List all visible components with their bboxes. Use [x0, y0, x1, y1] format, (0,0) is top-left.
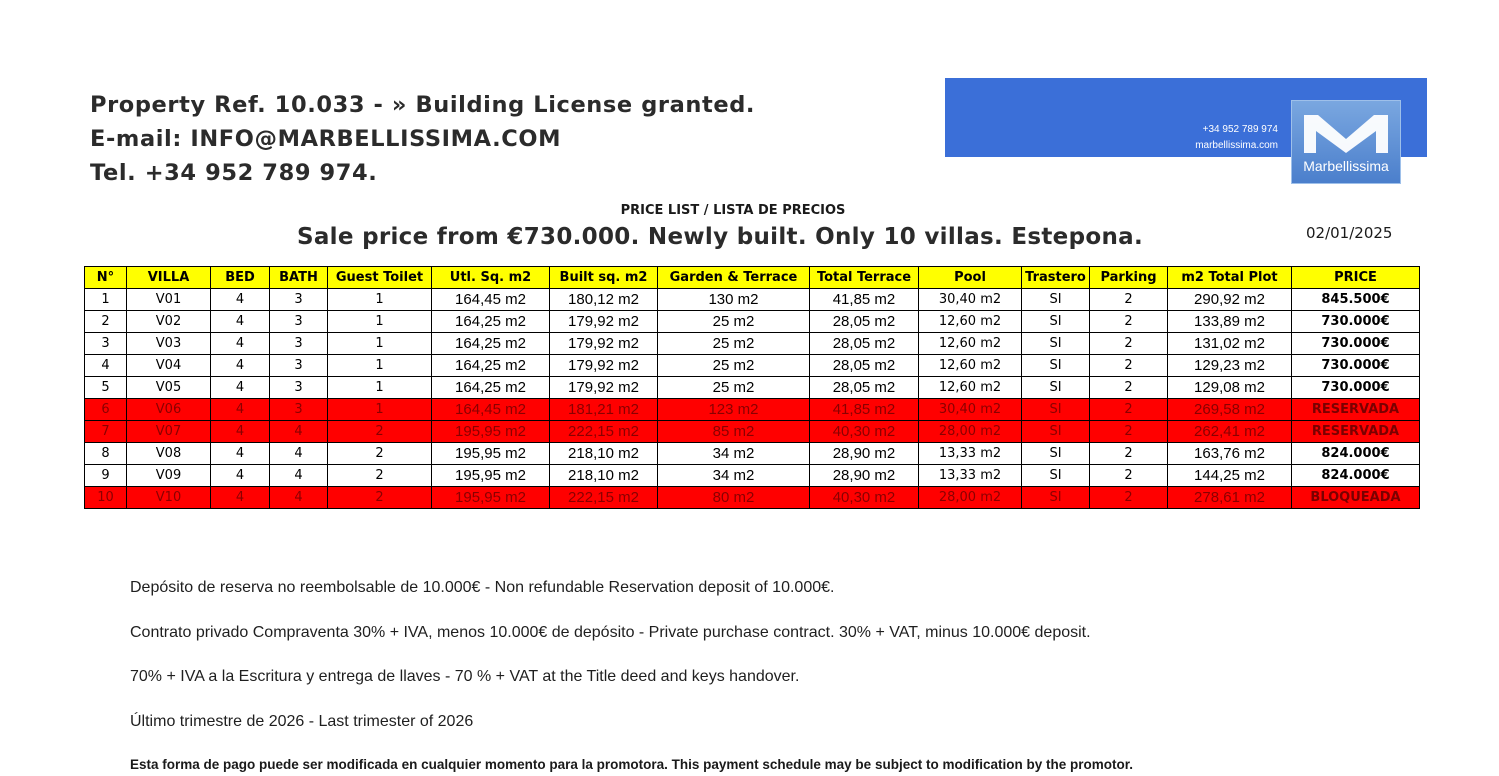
table-cell: 130 m2	[658, 289, 810, 311]
sale-heading: Sale price from €730.000. Newly built. Only 10 villas. Estepona.	[297, 224, 1143, 250]
column-header: Trastero	[1022, 267, 1090, 289]
table-cell: SI	[1022, 465, 1090, 487]
table-row	[85, 399, 1420, 421]
table-cell: 13,33 m2	[919, 465, 1022, 487]
table-cell: SI	[1022, 421, 1090, 443]
table-cell: 164,25 m2	[432, 311, 550, 333]
column-header: Pool	[919, 267, 1022, 289]
table-cell: V05	[127, 377, 211, 399]
table-cell: 195,95 m2	[432, 487, 550, 509]
property-header	[90, 88, 755, 190]
table-cell: 730.000€	[1292, 333, 1420, 355]
table-cell: 1	[328, 289, 432, 311]
table-row	[85, 443, 1420, 465]
table-cell: 179,92 m2	[550, 355, 658, 377]
table-cell: 12,60 m2	[919, 333, 1022, 355]
table-row	[85, 333, 1420, 355]
table-cell: 34 m2	[658, 443, 810, 465]
table-cell: 195,95 m2	[432, 443, 550, 465]
table-cell: 12,60 m2	[919, 355, 1022, 377]
column-header: VILLA	[127, 267, 211, 289]
logo-text: Marbellissima	[1303, 158, 1389, 174]
table-cell: 164,25 m2	[432, 333, 550, 355]
table-cell: 3	[270, 333, 328, 355]
table-cell: V01	[127, 289, 211, 311]
table-cell: V09	[127, 465, 211, 487]
table-cell: 4	[211, 443, 270, 465]
table-cell: V10	[127, 487, 211, 509]
table-cell: 2	[1090, 377, 1168, 399]
table-cell: V02	[127, 311, 211, 333]
table-cell: 4	[211, 421, 270, 443]
table-cell: 730.000€	[1292, 355, 1420, 377]
price-list-heading: PRICE LIST / LISTA DE PRECIOS	[620, 203, 846, 218]
table-cell: 4	[211, 289, 270, 311]
table-cell: 845.500€	[1292, 289, 1420, 311]
table-cell: 2	[1090, 487, 1168, 509]
column-header: m2 Total Plot	[1168, 267, 1292, 289]
table-cell: 278,61 m2	[1168, 487, 1292, 509]
table-cell: SI	[1022, 289, 1090, 311]
table-cell: 1	[85, 289, 127, 311]
payment-notes	[130, 578, 1091, 756]
column-header: Utl. Sq. m2	[432, 267, 550, 289]
table-cell: 13,33 m2	[919, 443, 1022, 465]
table-row	[85, 355, 1420, 377]
table-header-row	[85, 267, 1420, 289]
email-line: E-mail: INFO@MARBELLISSIMA.COM	[90, 126, 562, 152]
table-cell: 730.000€	[1292, 377, 1420, 399]
column-header: N°	[85, 267, 127, 289]
table-row	[85, 487, 1420, 509]
brand-phone: +34 952 789 974	[1202, 124, 1278, 135]
column-header: Garden & Terrace	[658, 267, 810, 289]
footer-disclaimer: Esta forma de pago puede ser modificada en cualquier momento para la promotora. This payment schedule may be subject to modification by the promotor.	[130, 757, 1133, 772]
table-cell: 40,30 m2	[810, 421, 919, 443]
table-cell: 1	[328, 311, 432, 333]
table-cell: 1	[328, 399, 432, 421]
table-cell: V03	[127, 333, 211, 355]
brand-website: marbellissima.com	[1195, 140, 1278, 151]
table-cell: 7	[85, 421, 127, 443]
property-ref-line: Property Ref. 10.033 - » Building License granted.	[90, 92, 756, 118]
table-cell: 4	[211, 399, 270, 421]
note-deed: 70% + IVA a la Escritura y entrega de llaves - 70 % + VAT at the Title deed and keys handover.	[130, 668, 800, 685]
table-cell: 3	[270, 399, 328, 421]
table-cell: 25 m2	[658, 377, 810, 399]
table-cell: 2	[328, 443, 432, 465]
table-cell: 222,15 m2	[550, 421, 658, 443]
table-cell: SI	[1022, 487, 1090, 509]
table-cell: 6	[85, 399, 127, 421]
table-cell: 218,10 m2	[550, 465, 658, 487]
table-cell: SI	[1022, 333, 1090, 355]
marbellissima-logo	[1291, 100, 1401, 184]
table-row	[85, 289, 1420, 311]
table-cell: 4	[270, 421, 328, 443]
table-cell: 164,45 m2	[432, 399, 550, 421]
table-cell: 3	[85, 333, 127, 355]
table-cell: 41,85 m2	[810, 399, 919, 421]
table-cell: SI	[1022, 377, 1090, 399]
table-cell: 28,90 m2	[810, 465, 919, 487]
table-cell: 144,25 m2	[1168, 465, 1292, 487]
table-cell: 8	[85, 443, 127, 465]
table-cell: 28,05 m2	[810, 355, 919, 377]
table-cell: 2	[1090, 311, 1168, 333]
table-cell: 12,60 m2	[919, 311, 1022, 333]
table-cell: 2	[1090, 421, 1168, 443]
table-cell: 129,23 m2	[1168, 355, 1292, 377]
table-cell: 4	[211, 487, 270, 509]
table-cell: 824.000€	[1292, 443, 1420, 465]
table-cell: 4	[211, 311, 270, 333]
table-cell: 2	[1090, 443, 1168, 465]
table-cell: 28,05 m2	[810, 311, 919, 333]
table-cell: 180,12 m2	[550, 289, 658, 311]
table-cell: V08	[127, 443, 211, 465]
table-cell: 28,00 m2	[919, 421, 1022, 443]
table-cell: 181,21 m2	[550, 399, 658, 421]
table-cell: 3	[270, 311, 328, 333]
table-cell: BLOQUEADA	[1292, 487, 1420, 509]
column-header: Parking	[1090, 267, 1168, 289]
table-cell: 9	[85, 465, 127, 487]
phone-line: Tel. +34 952 789 974.	[90, 160, 378, 186]
table-cell: 40,30 m2	[810, 487, 919, 509]
document-date: 02/01/2025	[1306, 224, 1393, 242]
table-cell: 3	[270, 355, 328, 377]
table-cell: 179,92 m2	[550, 333, 658, 355]
table-cell: 123 m2	[658, 399, 810, 421]
table-cell: 2	[1090, 465, 1168, 487]
table-cell: 2	[1090, 399, 1168, 421]
table-cell: 5	[85, 377, 127, 399]
column-header: Guest Toilet	[328, 267, 432, 289]
table-cell: V07	[127, 421, 211, 443]
table-cell: SI	[1022, 399, 1090, 421]
table-cell: 133,89 m2	[1168, 311, 1292, 333]
table-row	[85, 465, 1420, 487]
table-cell: 30,40 m2	[919, 289, 1022, 311]
table-cell: 164,25 m2	[432, 377, 550, 399]
table-cell: 28,00 m2	[919, 487, 1022, 509]
note-delivery: Último trimestre de 2026 - Last trimester of 2026	[130, 712, 474, 730]
table-cell: 34 m2	[658, 465, 810, 487]
table-cell: 4	[85, 355, 127, 377]
table-row	[85, 421, 1420, 443]
table-cell: 80 m2	[658, 487, 810, 509]
table-cell: 85 m2	[658, 421, 810, 443]
table-cell: 218,10 m2	[550, 443, 658, 465]
table-cell: 10	[85, 487, 127, 509]
table-cell: 1	[328, 355, 432, 377]
table-cell: 195,95 m2	[432, 465, 550, 487]
table-cell: 290,92 m2	[1168, 289, 1292, 311]
table-cell: 163,76 m2	[1168, 443, 1292, 465]
table-cell: 269,58 m2	[1168, 399, 1292, 421]
m-logo-icon	[1300, 111, 1392, 155]
table-cell: 28,90 m2	[810, 443, 919, 465]
table-cell: 25 m2	[658, 333, 810, 355]
column-header: Built sq. m2	[550, 267, 658, 289]
table-cell: 2	[1090, 333, 1168, 355]
table-cell: 2	[328, 421, 432, 443]
table-cell: 2	[328, 487, 432, 509]
table-cell: 129,08 m2	[1168, 377, 1292, 399]
table-row	[85, 311, 1420, 333]
note-deposit: Depósito de reserva no reembolsable de 10.000€ - Non refundable Reservation deposit of 10.000€.	[130, 579, 835, 596]
table-cell: SI	[1022, 443, 1090, 465]
table-cell: 30,40 m2	[919, 399, 1022, 421]
table-cell: V04	[127, 355, 211, 377]
table-cell: RESERVADA	[1292, 399, 1420, 421]
table-cell: 730.000€	[1292, 311, 1420, 333]
table-cell: 28,05 m2	[810, 377, 919, 399]
table-cell: SI	[1022, 355, 1090, 377]
table-cell: 25 m2	[658, 355, 810, 377]
table-cell: V06	[127, 399, 211, 421]
column-header: BATH	[270, 267, 328, 289]
table-cell: 28,05 m2	[810, 333, 919, 355]
table-cell: 824.000€	[1292, 465, 1420, 487]
table-cell: 164,45 m2	[432, 289, 550, 311]
table-cell: 4	[270, 487, 328, 509]
price-table	[84, 266, 1420, 509]
table-cell: 4	[211, 333, 270, 355]
table-cell: 12,60 m2	[919, 377, 1022, 399]
table-cell: 195,95 m2	[432, 421, 550, 443]
table-cell: 25 m2	[658, 311, 810, 333]
table-cell: 222,15 m2	[550, 487, 658, 509]
table-cell: 4	[211, 377, 270, 399]
table-cell: 131,02 m2	[1168, 333, 1292, 355]
table-cell: 1	[328, 377, 432, 399]
table-cell: 3	[270, 289, 328, 311]
column-header: PRICE	[1292, 267, 1420, 289]
table-cell: 4	[211, 465, 270, 487]
table-cell: 2	[1090, 289, 1168, 311]
table-cell: 164,25 m2	[432, 355, 550, 377]
table-cell: 2	[1090, 355, 1168, 377]
column-header: BED	[211, 267, 270, 289]
brand-contact	[1150, 122, 1278, 154]
table-cell: 2	[85, 311, 127, 333]
table-cell: 262,41 m2	[1168, 421, 1292, 443]
table-cell: 4	[270, 465, 328, 487]
note-contract: Contrato privado Compraventa 30% + IVA, menos 10.000€ de depósito - Private purchase contract. 30% + VAT, minus 10.000€ deposit.	[130, 623, 1091, 641]
table-cell: 4	[270, 443, 328, 465]
column-header: Total Terrace	[810, 267, 919, 289]
table-cell: 4	[211, 355, 270, 377]
table-cell: 41,85 m2	[810, 289, 919, 311]
table-cell: 3	[270, 377, 328, 399]
table-cell: SI	[1022, 311, 1090, 333]
table-cell: 2	[328, 465, 432, 487]
table-cell: 179,92 m2	[550, 311, 658, 333]
table-row	[85, 377, 1420, 399]
table-cell: 1	[328, 333, 432, 355]
table-cell: RESERVADA	[1292, 421, 1420, 443]
table-cell: 179,92 m2	[550, 377, 658, 399]
